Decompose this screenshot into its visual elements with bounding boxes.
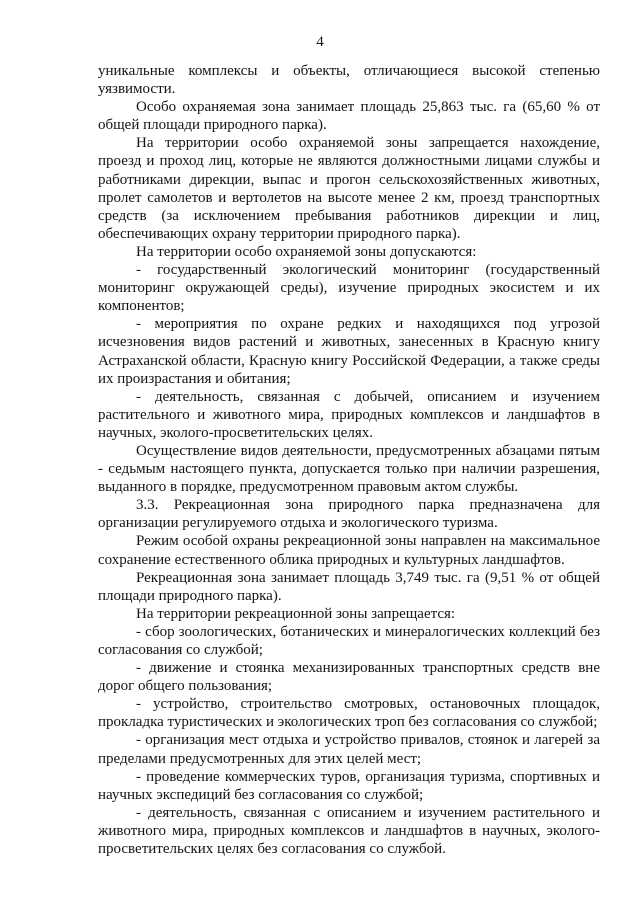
paragraph: уникальные комплексы и объекты, отличающиеся высокой степенью уязвимости.: [98, 63, 600, 98]
list-item: - мероприятия по охране редких и находящихся под угрозой исчезновения видов растений и животных, занесенных в Красную книгу Астраханской области, Красную книгу Российской Федерации, а также среды их произрастания и обитания;: [98, 316, 600, 387]
list-item: - устройство, строительство смотровых, остановочных площадок, прокладка туристических и экологических троп без согласования со службой;: [98, 696, 600, 731]
paragraph: Режим особой охраны рекреационной зоны направлен на максимальное сохранение естественного облика природных и культурных ландшафтов.: [98, 533, 600, 568]
paragraph: Особо охраняемая зона занимает площадь 25,863 тыс. га (65,60 % от общей площади природного парка).: [98, 99, 600, 134]
list-item: - деятельность, связанная с добычей, описанием и изучением растительного и животного мира, природных комплексов и ландшафтов в научных, эколого-просветительских целях.: [98, 388, 600, 441]
paragraph: На территории особо охраняемой зоны запрещается нахождение, проезд и проход лиц, которые не являются должностными лицами службы и работниками дирекции, выпас и прогон сельскохозяйственных животных, пролет самолетов и вертолетов на высоте менее 2 км, проезд транспортных средств (за исключением пребывания работников дирекции и лиц, обеспечивающих охрану территории природного парка).: [98, 135, 600, 242]
paragraph: На территории особо охраняемой зоны допускаются:: [136, 243, 477, 260]
page-number: 4: [316, 34, 324, 50]
section-paragraph: 3.3. Рекреационная зона природного парка предназначена для организации регулируемого отдыха и экологического туризма.: [98, 497, 600, 532]
list-item: - проведение коммерческих туров, организация туризма, спортивных и научных экспедиций без согласования со службой;: [98, 768, 600, 803]
list-item: - сбор зоологических, ботанических и минералогических коллекций без согласования со службой;: [98, 623, 600, 658]
paragraph: Осуществление видов деятельности, предусмотренных абзацами пятым - седьмым настоящего пункта, допускается только при наличии разрешения, выданного в порядке, предусмотренном правовым актом службы.: [98, 442, 600, 496]
list-item: - движение и стоянка механизированных транспортных средств вне дорог общего пользования;: [98, 660, 600, 695]
list-item: - организация мест отдыха и устройство привалов, стоянок и лагерей за пределами предусмотренных для этих целей мест;: [98, 732, 600, 767]
list-item: - деятельность, связанная с описанием и изучением растительного и животного мира, природных комплексов и ландшафтов в научных, эколого-просветительских целях без согласования со службой.: [98, 804, 600, 858]
list-item: - государственный экологический мониторинг (государственный мониторинг окружающей среды), изучение природных экосистем и их компонентов;: [98, 262, 600, 315]
paragraph: На территории рекреационной зоны запрещается:: [136, 605, 456, 622]
paragraph: Рекреационная зона занимает площадь 3,749 тыс. га (9,51 % от общей площади природного парка).: [98, 569, 600, 604]
document-body: [98, 62, 600, 858]
